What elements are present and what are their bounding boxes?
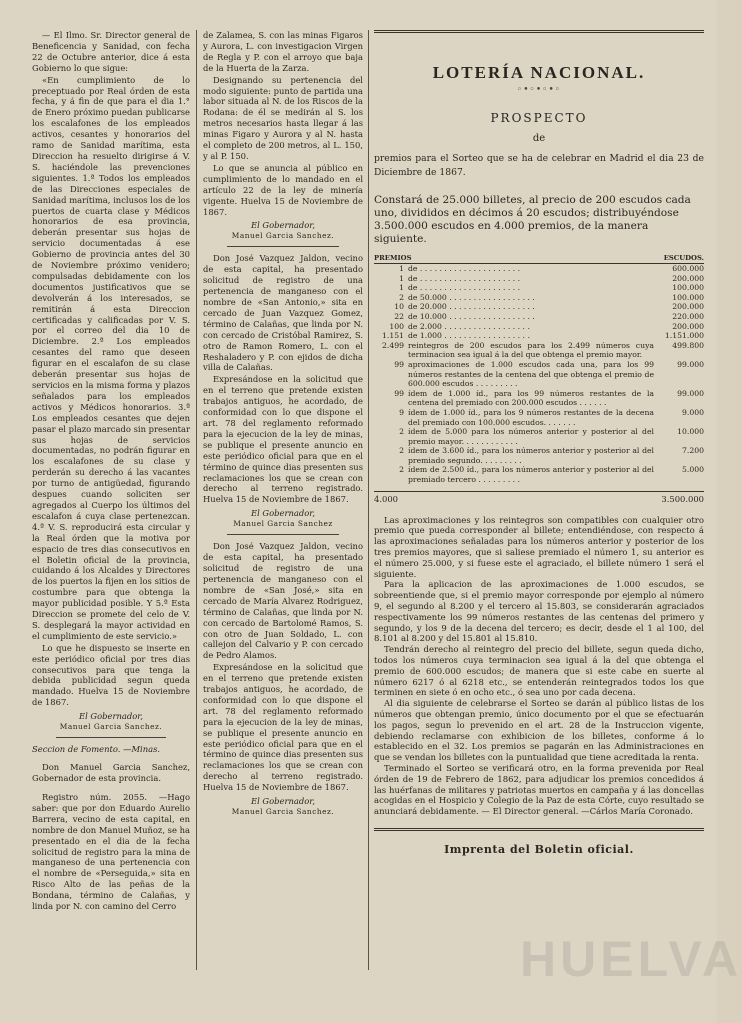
decree-quote: «En cumplimiento de lo preceptuado por Real órden de esta fecha, y á fin de que para el dia 1.° de Enero próximo puedan publicarse los escalafones de los empleados activos, cesantes y honorarios del ramo de Sanidad marítima, esta Direccion ha resuelto dirigirse á V. S. haciéndole las prevenciones siguientes. 1.ª Todos los empleados de las Direcciones especiales de Sanidad marítima, inclusos los de los puertos de cuarta clase y Médicos honorarios de esa provincia, deberán presentar sus hojas de servicio documentadas á ese Gobierno de provincia antes del 30 de Noviembre próximo venidero; compulsadas debidamente con los documentos justificativos que se devolverán á los interesados, se remitirán á esta Direccion certificadas y calificadas por V. S. por el correo del dia 10 de Diciembre. 2.ª Los empleados cesantes del ramo que deseen figurar en el escalafon de su clase deberán presentar sus hojas de servicios en la misma forma y plazos señalados para los empleados activos y Médicos honorarios. 3.ª Los empleados cesantes que dejen pasar el plazo marcado sin presentar sus hojas de servicios documentadas, no podrán figurar en los escalafones de su clase y perderán su derecho á las vacantes por turno de antigüedad, figurando despues cuando soliciten ser agregados al Cuerpo los últimos del escalafon á cuya clase pertenezcan. 4.ª V. S. reproducirá esta circular y la Real órden que la motiva por espacio de tres dias consecutivos en el Boletin oficial de la provincia, cuidando á los Alcaldes y Directores de los puertos la fijen en los sitios de costumbre para que obtenga la mayor publicidad posible. Y 5.ª Esta Direccion se promete del celo de V. S. desplegará la mayor actividad en el cumplimiento de este servicio.» [32,74,190,641]
separator [56,737,166,738]
row-description: de 20.000 . . . . . . . . . . . . . . . . . . [408,302,535,312]
row-description: aproximaciones de 1.000 escudos cada una, para los 99 números restantes de la centena del que obtenga el premio de 600.000 escudos . . . . . . . . . [408,359,654,389]
row-count: 10 [394,302,404,312]
column-divider [196,30,197,970]
aproximaciones-paragraph: Las aproximaciones y los reintegros son compatibles con cualquier otro premio que pueda corresponder al billete; entendiéndose, con respecto á las aproximaciones señaladas para los números anterior y posterior de los tres premios mayores, que si saliese premiado el número 1, su anterior es el número 25.000, y si fuese este el agraciado, el billete número 1 será el siguiente. [374,515,704,580]
table-row [374,293,704,303]
row-escudos: 100.000 [672,283,704,293]
row-description: ídem de 3.600 íd., para los números anterior y posterior al del premiado segundo. . . . . . . . . [408,446,654,465]
table-row [374,283,704,293]
row-count: 2.499 [381,340,404,350]
row-escudos: 1.151.000 [664,331,704,341]
signature-name: Manuel Garcia Sanchez. [231,231,335,241]
column-3 [374,30,704,856]
column-1 [32,30,190,913]
column-2 [203,30,363,822]
table-row [374,274,704,284]
row-count: 22 [394,311,404,321]
table-row [374,427,704,446]
vazquez-notice-1: Don José Vazquez Jaldon, vecino de esta capital, ha presentado solicitud de registro de una pertenencia de manganeso con el nombre de «San Antonio,» sita en cercado de Juan Vazquez Gomez, término de Calañas, que linda por N. con cercado de Cristóbal Ramirez, S. otro de Ramon Romero, L. con el Reshaladero y P. con ejidos de dicha villa de Calañas. [203,253,363,373]
total-escudos: 3.500.000 [661,493,704,504]
row-escudos: 10.000 [677,427,704,437]
table-row [374,341,704,360]
table-row [374,408,704,427]
row-count: 1.151 [381,331,404,341]
row-description: de . . . . . . . . . . . . . . . . . . . . . [408,264,521,273]
row-description: ídem de 2.500 íd., para los números anterior y posterior al del premiado tercero . . . . . . . . . [408,465,654,485]
row-count: 2 [399,292,404,302]
row-count: 100 [389,321,404,331]
aplicacion-paragraph: Para la aplicacion de las aproximaciones de 1.000 escudos, se sobreentiende que, si el premio mayor corresponde por ejemplo al número 9, el segundo al 8.200 y el tercero al 15.803, se considerarán agraciados respectivamente los 99 números restantes de las centenas del primero y segundo, y los 9 de la decena del tercero; es decir, desde el 1 al 100, del 8.101 al 8.200 y del 15.801 al 15.810. [374,580,704,645]
row-description: reintegros de 200 escudos para los 2.499 números cuya terminacion sea igual á la del que obtenga el premio mayor. [408,340,654,360]
separator [227,534,339,535]
row-description: de 50.000 . . . . . . . . . . . . . . . . . . [408,292,535,302]
constara-paragraph: Constará de 25.000 billetes, al precio de 200 escudos cada uno, divididos en décimos á 20 escudos; distribuyéndose 3.500.000 escudos en 4.000 premios, de la manera siguiente. [374,194,691,245]
decree-closing: Lo que he dispuesto se inserte en este periódico oficial por tres dias consecutivos para que tenga la debida publicidad segun queda mandado. Huelva 15 de Noviembre de 1867. [32,642,190,708]
expresandose-2: Expresándose en la solicitud que en el terreno que pretende existen trabajos antiguos, he acordado, de conformidad con lo que dispone el art. 78 del reglamento reformado para la ejecucion de la ley de minas, se publique el presente anuncio en este periódico oficial para que en el término de quince dias presenten sus reclamaciones los que se crean con derecho al terreno registrado. Huelva 15 de Noviembre de 1867. [203,662,363,793]
row-escudos: 600.000 [672,264,704,273]
row-description: de 10.000 . . . . . . . . . . . . . . . . . . [408,311,535,321]
sorteo-intro: premios para el Sorteo que se ha de celebrar en Madrid el dia 23 de Diciembre de 1867. [374,153,704,178]
row-escudos: 499.800 [672,340,704,350]
row-escudos: 200.000 [672,273,704,283]
row-count: 2 [399,465,404,475]
signature-title: El Gobernador, [250,220,316,231]
row-description: ídem de 5.000 para los números anterior y posterior al del premio mayor. . . . . . . . . . . . [408,427,654,446]
decree-intro: — El Ilmo. Sr. Director general de Beneficencia y Sanidad, con fecha 22 de Octubre anterior, dice á esta Gobierno lo que sigue: [32,30,190,73]
signature-name: Manuel Garcia Sanchez. [59,722,163,732]
row-escudos: 99.000 [677,388,704,398]
row-count: 1 [399,264,404,273]
reintegro-paragraph: Tendrán derecho al reintegro del precio del billete, segun queda dicho, todos los números cuya terminacion sea igual á la del que obtenga el premio de 600.000 escudos; de manera que si este cabe en suerte al número 6217 ó al 6218 etc., se entenderán reintegrados todos los que terminen en siete ó en ocho etc., ó sea uno por cada decena. [374,645,704,699]
row-description: de . . . . . . . . . . . . . . . . . . . . . [408,283,521,293]
table-row [374,331,704,341]
row-escudos: 200.000 [672,321,704,331]
watermark: HUELVA [520,931,742,987]
row-count: 99 [394,359,404,369]
table-row [374,312,704,322]
vazquez-notice-2: Don José Vazquez Jaldon, vecino de esta capital, ha presentado solicitud de registro de una pertenencia de manganeso con el nombre de «San José,» sita en cercado de María Alvarez Rodriguez, término de Calañas, que linda por N. con cercado de Bartolomé Ramos, S. con otro de Juan Soldado, L. con callejon del Calvario y P. con cercado de Pedro Alamos. [203,541,363,661]
registro-notice: Registro núm. 2055. —Hago saber: que por don Eduardo Aurelio Barrera, vecino de esta capital, en nombre de don Manuel Muñoz, se ha presentado en el dia de la fecha solicitud de registro para la mina de manganeso de una pertenencia con el nombre de «Perseguida,» sita en Risco Alto de las peñas de la Bondana, término de Calañas, y linda por N. con camino del Cerro [32,792,190,912]
signature-name: Manuel Garcia Sanchez [233,519,333,529]
expresandose-1: Expresándose en la solicitud que en el terreno que pretende existen trabajos antiguos, he acordado, de conformidad con lo que dispone el art. 78 del reglamento reformado para la ejecucion de la ley de minas, se publique el presente anuncio en este periódico oficial para que en el término de quince dias presenten sus reclamaciones los que se crean con derecho al terreno registrado. Huelva 15 de Noviembre de 1867. [203,374,363,505]
escudos-header: ESCUDOS. [663,254,704,262]
de-line: de [532,133,546,144]
row-description: ídem de 1.000 íd., para los 9 números restantes de la decena del premiado con 100.000 escudos. . . . . . . [408,407,654,427]
table-row [374,465,704,484]
total-premios: 4.000 [374,493,398,504]
row-escudos: 200.000 [672,302,704,312]
table-totals [374,491,704,504]
row-count: 1 [399,273,404,283]
row-count: 1 [399,283,404,293]
row-escudos: 220.000 [672,311,704,321]
signature-title: El Gobernador, [250,796,316,807]
imprenta-footer: Imprenta del Boletin oficial. [444,842,634,856]
row-escudos: 7.200 [681,446,704,456]
row-description: ídem de 1.000 íd., para los 99 números restantes de la centena del premiado con 200.000 escudos . . . . . . [408,388,654,408]
loteria-title: LOTERÍA NACIONAL. [432,63,646,82]
governor-line: Don Manuel Garcia Sanchez, Gobernador de esta provincia. [32,762,190,784]
row-count: 99 [394,388,404,398]
terminado-paragraph: Terminado el Sorteo se verificará otro, en la forma prevenida por Real órden de 19 de Febrero de 1862, para adjudicar los premios concedidos á las huérfanas de militares y patriotas muertos en campaña y á las doncellas acogidas en el Hospicio y Colegio de la Paz de esta Córte, cuyo resultado se anunciará debidamente. — El Director general. —Cárlos María Coronado. [374,763,704,818]
table-row [374,264,704,274]
row-escudos: 9.000 [681,407,704,417]
row-description: de 2.000 . . . . . . . . . . . . . . . . . . [408,321,530,331]
table-rows [374,264,704,485]
designando-paragraph: Designando su pertenencia del modo siguiente: punto de partida una labor situada al N. de los Riscos de la Rodana: de él se medirán al S. los metros necesarios hasta llegar á las minas Figaro y Aurora y al N. hasta el completo de 200 metros, al L. 150, y al P. 150. [203,74,364,161]
table-row [374,302,704,312]
table-row [374,360,704,389]
row-description: de 1.000 . . . . . . . . . . . . . . . . . . [408,331,530,341]
row-count: 9 [399,407,404,417]
row-count: 2 [399,427,404,437]
prospecto-heading: PROSPECTO [490,111,588,125]
table-row [374,389,704,408]
signature-name: Manuel Garcia Sanchez. [231,807,335,817]
signature-title: El Gobernador, [250,508,316,519]
row-escudos: 99.000 [677,359,704,369]
row-count: 2 [399,446,404,456]
listas-paragraph: Al dia siguiente de celebrarse el Sorteo se darán al público listas de los números que obtengan premio, único documento por el que se efectuarán los pagos, segun lo prevenido en el art. 28 de la Instruccion vigente, debiendo reclamarse con exhibicion de los billetes, conforme á lo establecido en el 32. Los premios se pagarán en las Administraciones en que se vendan los billetes con la puntualidad que tiene acreditada la renta. [374,699,704,764]
table-row [374,322,704,332]
bottom-border [374,828,704,831]
premios-header: PREMIOS [374,254,412,262]
top-border [374,30,704,33]
row-escudos: 5.000 [681,465,704,475]
prospecto-body [374,516,704,818]
table-row [374,446,704,465]
anuncio-paragraph: Lo que se anuncia al público en cumplimiento de lo mandado en el artículo 22 de la ley de minería vigente. Huelva 15 de Noviembre de 1867. [203,162,363,217]
separator [227,246,339,247]
column-divider [368,30,369,970]
ornament: ◦•◦•◦•◦ [516,85,562,95]
table-header [374,254,704,264]
registro-continuation: de Zalamea, S. con las minas Figaros y Aurora, L. con investigacion Virgen de Regla y P. con el arroyo que baja de la Huerta de la Zarza. [203,30,363,73]
row-escudos: 100.000 [672,292,704,302]
section-heading: Seccion de Fomento. —Minas. [32,744,161,755]
row-description: de . . . . . . . . . . . . . . . . . . . . . [408,273,521,283]
signature-title: El Gobernador, [78,711,144,722]
premios-table [374,254,704,504]
